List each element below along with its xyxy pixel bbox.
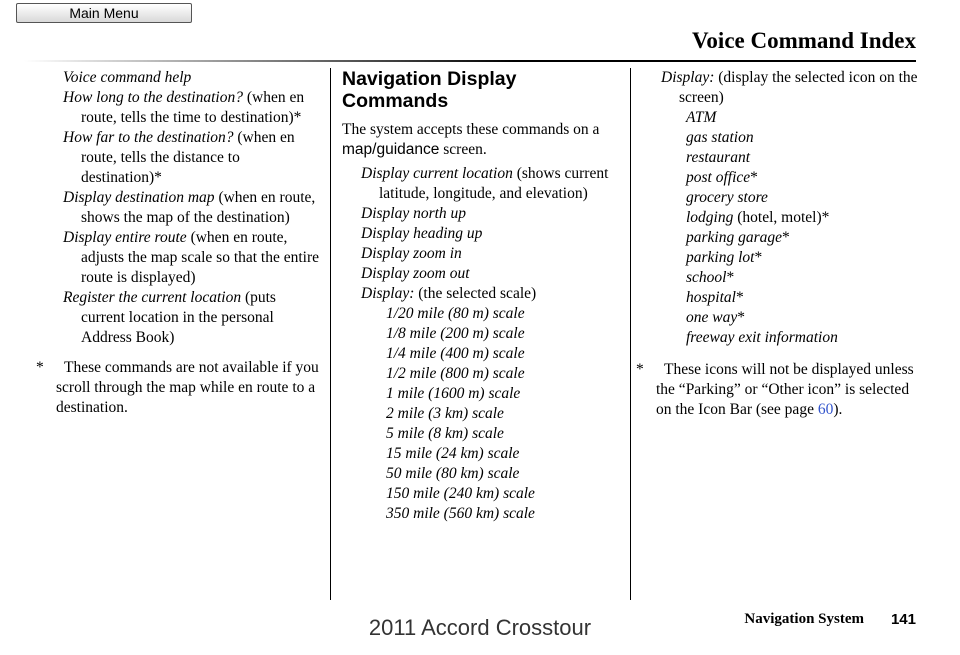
section-intro: The system accepts these commands on a map/guidance screen. xyxy=(342,121,600,158)
icon-option: parking garage* xyxy=(686,229,790,246)
column-divider-1 xyxy=(330,68,331,600)
scale-option: 2 mile (3 km) scale xyxy=(386,405,504,422)
scale-option: 1/2 mile (800 m) scale xyxy=(386,365,525,382)
command-time-to-destination: How long to the destination? (when en route, tells the time to destination)* xyxy=(63,89,305,126)
icon-option: grocery store xyxy=(686,189,768,206)
scale-option: 350 mile (560 km) scale xyxy=(386,505,535,522)
icon-option: restaurant xyxy=(686,149,751,166)
page-number: 141 xyxy=(890,611,916,628)
icon-option: gas station xyxy=(686,129,754,146)
column-divider-2 xyxy=(630,68,631,600)
icon-option: lodging (hotel, motel)* xyxy=(686,209,830,226)
command-display-scale: Display: (the selected scale) xyxy=(361,285,537,302)
scale-option: 1/8 mile (200 m) scale xyxy=(386,325,525,342)
icon-option: one way* xyxy=(686,309,745,326)
scale-option: 1/20 mile (80 m) scale xyxy=(386,305,525,322)
command-display-destination-map: Display destination map (when en route, shows the map of the destination) xyxy=(63,189,316,226)
command-display-north-up: Display north up xyxy=(361,205,467,222)
main-menu-button[interactable]: Main Menu xyxy=(16,3,192,23)
icon-option: freeway exit information xyxy=(686,329,838,346)
page-link[interactable]: 60 xyxy=(817,401,834,418)
page-title: Voice Command Index xyxy=(691,28,916,53)
icon-option: post office* xyxy=(686,169,758,186)
scale-option: 1/4 mile (400 m) scale xyxy=(386,345,525,362)
scale-option: 15 mile (24 km) scale xyxy=(386,445,520,462)
section-heading: Navigation Display Commands xyxy=(342,68,517,112)
footnote-commands: * These commands are not available if you scroll through the map while en route to a destination. xyxy=(36,359,319,416)
scale-option: 150 mile (240 km) scale xyxy=(386,485,535,502)
command-voice-help: Voice command help xyxy=(63,69,192,86)
icon-option: hospital* xyxy=(686,289,744,306)
icon-option: parking lot* xyxy=(686,249,763,266)
command-display-entire-route: Display entire route (when en route, adjusts the map scale so that the entire route is displayed) xyxy=(63,229,320,286)
footnote-icons: * These icons will not be displayed unless the “Parking” or “Other icon” is selected on the Icon Bar (see page 60). xyxy=(636,361,914,418)
column-left xyxy=(36,68,321,418)
icon-option: ATM xyxy=(686,109,717,126)
column-middle xyxy=(342,68,622,524)
command-display-current-location: Display current location (shows current latitude, longitude, and elevation) xyxy=(361,165,609,202)
scale-option: 50 mile (80 km) scale xyxy=(386,465,520,482)
title-rule xyxy=(24,60,916,62)
column-right xyxy=(636,68,926,420)
command-display-zoom-in: Display zoom in xyxy=(361,245,462,262)
footer-section: Navigation System xyxy=(744,611,864,627)
command-display-icon: Display: (display the selected icon on the screen) xyxy=(661,69,918,106)
scale-option: 1 mile (1600 m) scale xyxy=(386,385,521,402)
command-display-heading-up: Display heading up xyxy=(361,225,483,242)
command-distance-to-destination: How far to the destination? (when en route, tells the distance to destination)* xyxy=(63,129,295,186)
command-register-location: Register the current location (puts current location in the personal Address Book) xyxy=(63,289,276,346)
scale-option: 5 mile (8 km) scale xyxy=(386,425,504,442)
command-display-zoom-out: Display zoom out xyxy=(361,265,470,282)
watermark: 2011 Accord Crosstour xyxy=(368,615,592,640)
icon-option: school* xyxy=(686,269,735,286)
